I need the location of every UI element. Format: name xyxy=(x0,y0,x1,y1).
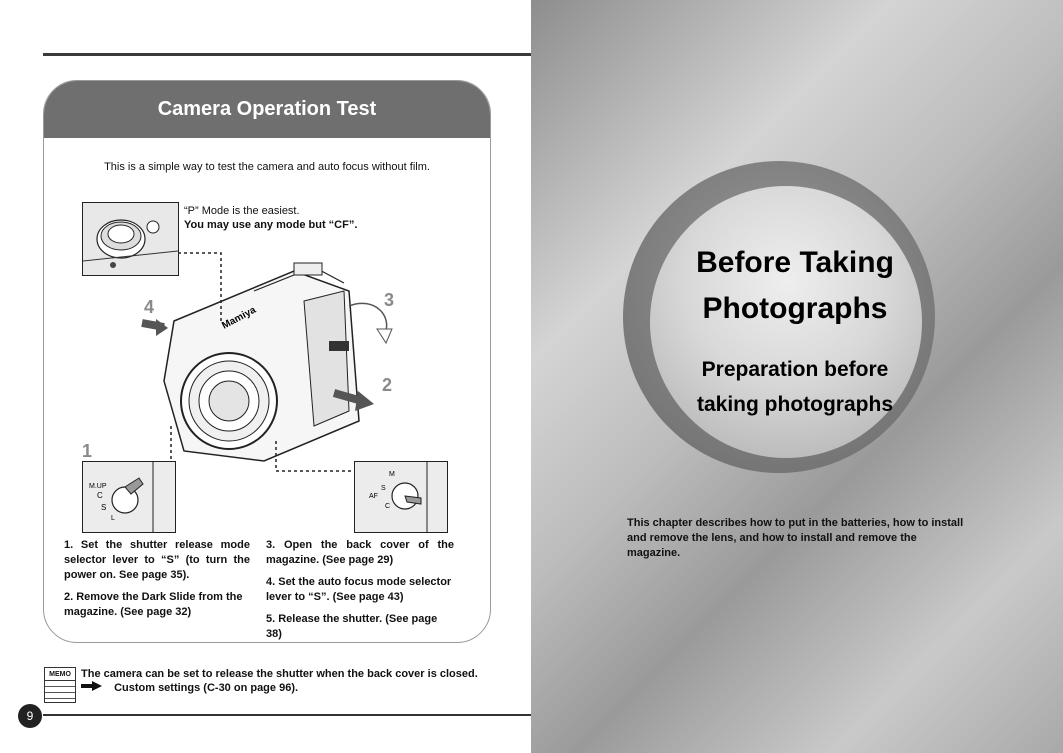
chapter-description: This chapter describes how to put in the batteries, how to install and remove the lens, and how to install and remove the magazine. xyxy=(627,517,964,559)
mode-label-l: L xyxy=(111,515,115,522)
step-5: 5. Release the shutter. (See page 38) xyxy=(266,613,438,640)
chapter-subtitle-line1: Preparation before xyxy=(701,358,889,381)
af-mode-illustration xyxy=(355,462,447,532)
memo-icon xyxy=(44,667,76,703)
shutter-mode-inset xyxy=(82,461,176,533)
af-mode-inset xyxy=(354,461,448,533)
top-rule xyxy=(43,53,531,56)
shutter-mode-illustration xyxy=(83,462,175,532)
af-label-s: S xyxy=(381,485,386,492)
step-2: 2. Remove the Dark Slide from the magazine. (See page 32) xyxy=(64,591,243,618)
af-label-c: C xyxy=(385,503,391,510)
brand-on-camera: Mamiya xyxy=(220,304,258,332)
mode-note xyxy=(184,204,357,232)
memo-line1: The camera can be set to release the shutter when the back cover is closed. xyxy=(81,668,478,680)
memo-line2: Custom settings (C-30 on page 96). xyxy=(114,682,299,694)
memo-label: MEMO xyxy=(49,671,71,678)
mode-label-c: C xyxy=(97,491,103,500)
mode-note-line1: “P” Mode is the easiest. xyxy=(184,205,300,217)
chapter-title-line2: Photographs xyxy=(702,292,888,325)
callout-4: 4 xyxy=(144,297,155,317)
chapter-title xyxy=(640,240,950,332)
mode-label-s: S xyxy=(101,503,107,512)
chapter-subtitle xyxy=(640,352,950,422)
step-4: 4. Set the auto focus mode selector lever to “S”. (See page 43) xyxy=(266,576,452,603)
callout-2: 2 xyxy=(382,375,393,395)
mode-label-mup: M.UP xyxy=(89,483,107,490)
memo-line2-wrap xyxy=(81,681,478,695)
arrow-right-icon xyxy=(81,681,103,695)
chapter-subtitle-line2: taking photographs xyxy=(697,393,893,416)
mode-note-line2: You may use any mode but “CF”. xyxy=(184,219,358,231)
left-page xyxy=(0,0,531,753)
callout-1: 1 xyxy=(82,441,93,461)
camera-operation-test-panel xyxy=(43,80,491,643)
section-title: Camera Operation Test xyxy=(157,98,377,120)
steps-left-column xyxy=(64,538,250,627)
chapter-title-line1: Before Taking xyxy=(696,246,894,279)
step-3: 3. Open the back cover of the magazine. (See page 29) xyxy=(266,539,454,566)
intro-text: This is a simple way to test the camera and auto focus without film. xyxy=(104,161,430,173)
steps-right-column xyxy=(266,538,454,643)
step-1: 1. Set the shutter release mode selector lever to “S” (to turn the power on. See page 35). xyxy=(64,539,250,581)
panel-header xyxy=(44,81,490,138)
page-number: 9 xyxy=(18,704,42,728)
memo-text xyxy=(81,667,478,695)
callout-3: 3 xyxy=(384,290,395,310)
camera-illustration xyxy=(144,261,374,471)
bottom-rule xyxy=(43,714,531,716)
af-label-m: M xyxy=(389,471,395,478)
af-label-af: AF xyxy=(369,493,378,500)
